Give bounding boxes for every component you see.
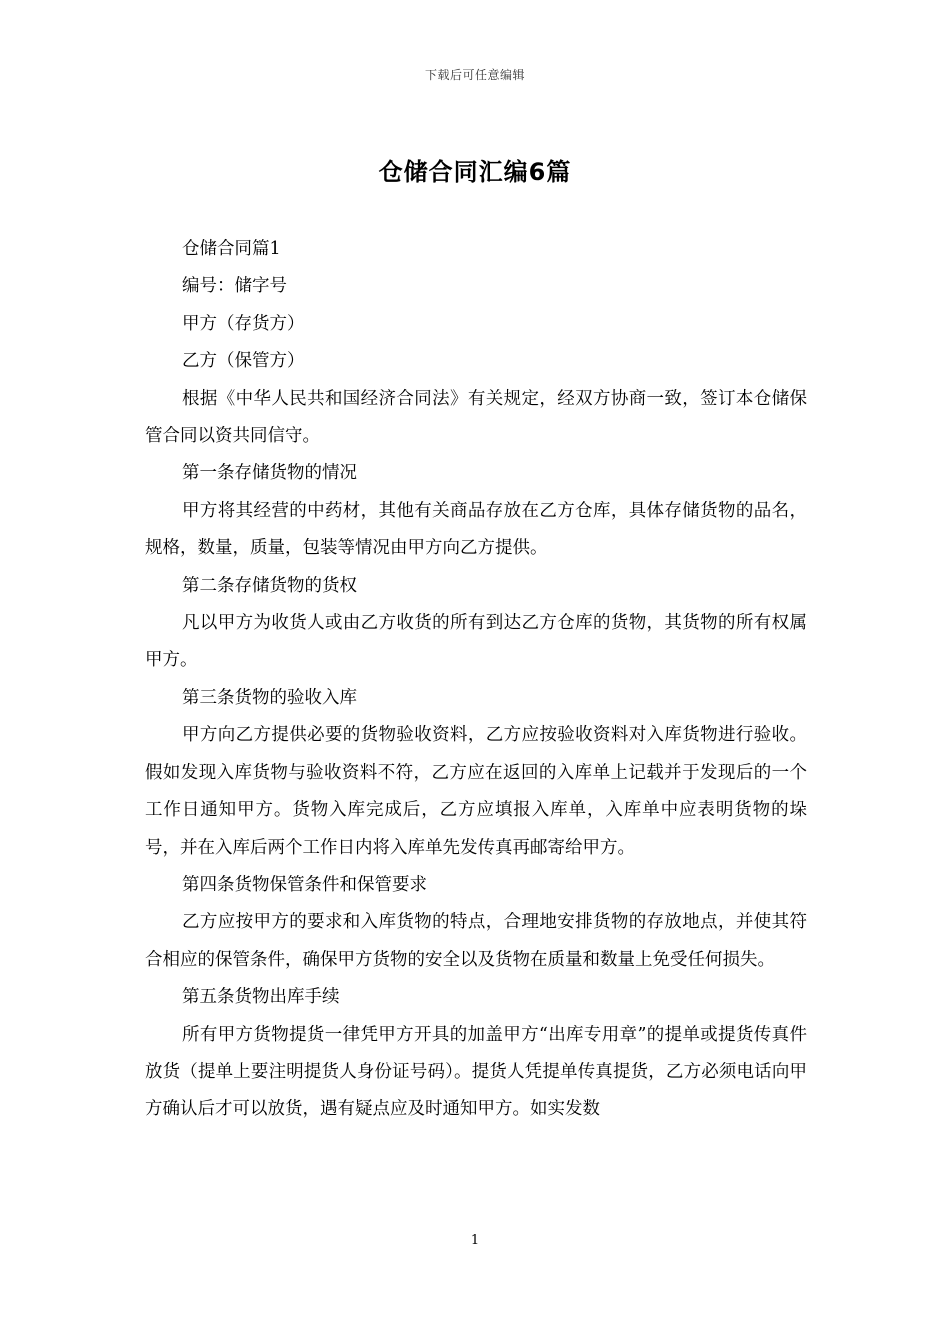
article-3-heading: 第三条货物的验收入库 [182, 687, 357, 708]
article-5-paragraph: 所有甲方货物提货一律凭甲方开具的加盖甲方“出库专用章”的提单或提货传真件放货（提单上要注明提货人身份证号码）。提货人凭提单传真提货，乙方必须电话向甲方确认后才可以放货，遇有疑点应及时通知甲方。如实发数 [145, 1024, 807, 1120]
article-3-paragraph: 甲方向乙方提供必要的货物验收资料，乙方应按验收资料对入库货物进行验收。假如发现入库货物与验收资料不符，乙方应在返回的入库单上记载并于发现后的一个工作日通知甲方。货物入库完成后，乙方应填报入库单，入库单中应表明货物的垛号，并在入库后两个工作日内将入库单先发传真再邮寄给甲方。 [145, 725, 807, 858]
article-4-heading: 第四条货物保管条件和保管要求 [182, 874, 427, 895]
party-a-line: 甲方（存货方） [182, 313, 305, 334]
party-b-line: 乙方（保管方） [182, 351, 305, 372]
article-2-heading: 第二条存储货物的货权 [182, 575, 357, 596]
article-2-paragraph: 凡以甲方为收货人或由乙方收货的所有到达乙方仓库的货物，其货物的所有权属甲方。 [145, 613, 807, 671]
section-heading: 仓储合同篇1 [182, 239, 281, 259]
article-1-heading: 第一条存储货物的情况 [182, 463, 357, 484]
document-title: 仓储合同汇编6篇 [378, 158, 572, 186]
document-body [145, 231, 807, 1129]
page-number: 1 [470, 1233, 480, 1248]
article-1-paragraph: 甲方将其经营的中药材，其他有关商品存放在乙方仓库，具体存储货物的品名，规格，数量，质量，包装等情况由甲方向乙方提供。 [145, 500, 807, 559]
contract-number-line: 编号：储字号 [182, 276, 287, 297]
article-4-paragraph: 乙方应按甲方的要求和入库货物的特点，合理地安排货物的存放地点，并使其符合相应的保管条件，确保甲方货物的安全以及货物在质量和数量上免受任何损失。 [145, 912, 807, 970]
preamble-paragraph: 根据《中华人民共和国经济合同法》有关规定，经双方协商一致，签订本仓储保管合同以资共同信守。 [145, 388, 807, 447]
article-5-heading: 第五条货物出库手续 [182, 987, 340, 1008]
header-note: 下载后可任意编辑 [424, 68, 525, 82]
